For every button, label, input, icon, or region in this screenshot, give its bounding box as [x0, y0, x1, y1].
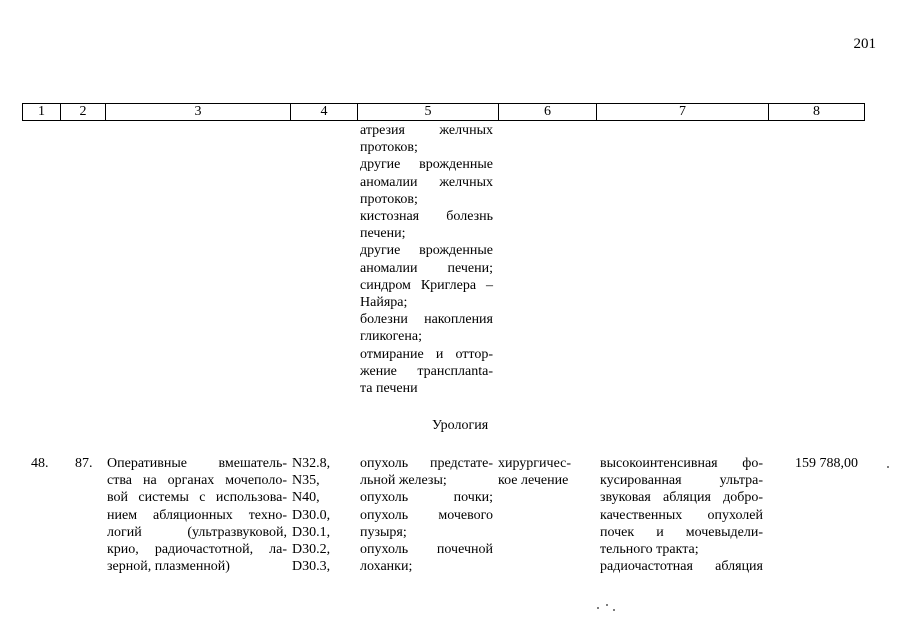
description-line: Оперативные вмешатель-	[107, 456, 287, 471]
description-line: логий (ультразвуковой,	[107, 524, 287, 540]
treatment-type-line: кое лечение	[498, 473, 569, 489]
header-cell-3: 3	[106, 104, 291, 120]
diagnosis-line: опухоль почечной	[360, 542, 493, 558]
diagnosis-line: печени;	[360, 226, 406, 242]
header-cell-5: 5	[358, 104, 499, 120]
table-header-row	[22, 103, 865, 121]
method-line: радиочастотная абляция	[600, 559, 763, 575]
scan-speck	[597, 607, 599, 609]
method-line: тельного тракта;	[600, 542, 699, 558]
diagnosis-line: пузыря;	[360, 524, 407, 540]
diagnosis-line: другие врожденные	[360, 157, 493, 173]
icd-code: D30.1,	[292, 524, 331, 540]
description-line: крио, радиочастотной, ла-	[107, 542, 287, 558]
icd-code: N35,	[292, 473, 320, 489]
diagnosis-line: протоков;	[360, 191, 418, 207]
diagnoses-list	[360, 455, 493, 575]
description-line: нием абляционных техно-	[107, 507, 287, 523]
scan-speck	[887, 466, 889, 468]
icd-code: N32.8,	[292, 456, 331, 471]
diagnosis-line: аномалии печени;	[360, 260, 493, 276]
treatment-type-line: хирургичес-	[498, 456, 572, 471]
diagnosis-line: опухоль почки;	[360, 490, 493, 506]
diagnosis-line: синдром Криглера –	[360, 277, 493, 293]
icd-code: D30.0,	[292, 507, 331, 523]
continued-diagnoses-list	[360, 122, 493, 397]
cost-value: 159 788,00	[795, 456, 858, 471]
diagnosis-line: опухоль предстате-	[360, 456, 493, 471]
diagnosis-line: кистозная болезнь	[360, 209, 493, 225]
header-cell-6: 6	[499, 104, 597, 120]
treatment-method	[600, 455, 763, 575]
icd-code: N40,	[292, 490, 320, 506]
diagnosis-line: отмирание и оттор-	[360, 346, 493, 362]
row-subnumber: 87.	[75, 456, 93, 471]
method-line: качественных опухолей	[600, 507, 763, 523]
treatment-type	[498, 455, 593, 489]
diagnosis-line: опухоль мочевого	[360, 507, 493, 523]
scan-speck	[613, 609, 615, 611]
diagnosis-line: аномалии желчных	[360, 174, 493, 190]
header-cell-2: 2	[61, 104, 106, 120]
diagnosis-line: гликогена;	[360, 329, 422, 345]
header-cell-7: 7	[597, 104, 769, 120]
section-title-urology: Урология	[432, 418, 489, 433]
description-line: ства на органах мочеполо-	[107, 473, 287, 489]
diagnosis-line: другие врожденные	[360, 243, 493, 259]
method-line: кусированная ультра-	[600, 473, 763, 489]
row-number: 48.	[31, 456, 49, 471]
header-cell-8: 8	[813, 104, 820, 119]
header-cell-1: 1	[23, 104, 61, 120]
diagnosis-line: атрезия желчных	[360, 123, 493, 138]
method-line: почек и мочевыдели-	[600, 524, 763, 540]
icd-code: D30.3,	[292, 559, 331, 575]
description-line: вой системы с использова-	[107, 490, 287, 506]
description-line: зерной, плазменной)	[107, 559, 230, 575]
diagnosis-line: протоков;	[360, 140, 418, 156]
method-line: звуковая абляция добро-	[600, 490, 763, 506]
diagnosis-line: болезни накопления	[360, 312, 493, 328]
header-cell-4: 4	[291, 104, 358, 120]
diagnosis-line: Найяра;	[360, 295, 408, 311]
scan-speck	[606, 604, 608, 606]
icd-code: D30.2,	[292, 542, 331, 558]
diagnosis-line: лоханки;	[360, 559, 413, 575]
diagnosis-line: жение трансплanta-	[360, 363, 493, 379]
page-number: 201	[853, 36, 876, 52]
icd-codes-list	[292, 455, 352, 575]
diagnosis-line: льной железы;	[360, 473, 447, 489]
intervention-description	[107, 455, 287, 575]
method-line: высокоинтенсивная фо-	[600, 456, 763, 471]
diagnosis-line: та печени	[360, 381, 418, 397]
